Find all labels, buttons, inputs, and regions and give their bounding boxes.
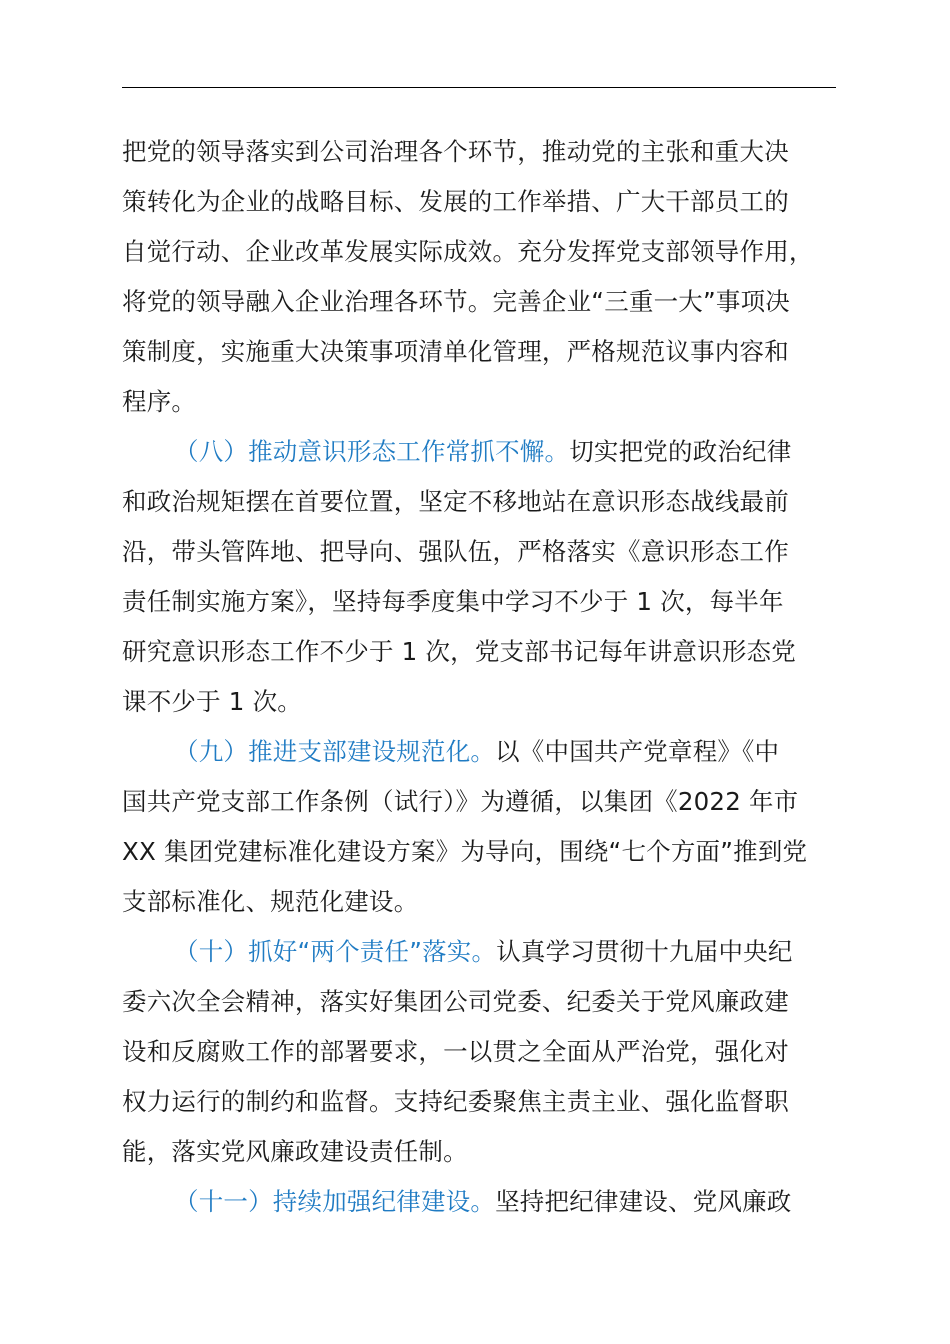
paragraph-line: 责任制实施方案》，坚持每季度集中学习不少于 1 次，每半年: [122, 587, 784, 616]
paragraph-line: 设和反腐败工作的部署要求，一以贯之全面从严治党，强化对: [122, 1037, 789, 1066]
section-heading-10: （十）抓好“两个责任”落实。: [174, 937, 497, 966]
paragraph-line: 权力运行的制约和监督。支持纪委聚焦主责主业、强化监督职: [122, 1087, 789, 1116]
paragraph-line: 研究意识形态工作不少于 1 次，党支部书记每年讲意识形态党: [122, 637, 796, 666]
section-8-first-line: （八）推动意识形态工作常抓不懈。切实把党的政治纪律: [174, 437, 792, 466]
paragraph-line: 自觉行动、企业改革发展实际成效。充分发挥党支部领导作用，: [122, 237, 814, 266]
paragraph-line: 国共产党支部工作条例（试行）》为遵循，以集团《2022 年市: [122, 787, 799, 816]
section-9-first-line: （九）推进支部建设规范化。以《中国共产党章程》《中: [174, 737, 780, 766]
section-heading-8: （八）推动意识形态工作常抓不懈。: [174, 437, 570, 466]
paragraph-line: 能，落实党风廉政建设责任制。: [122, 1137, 468, 1166]
paragraph-line: 策转化为企业的战略目标、发展的工作举措、广大干部员工的: [122, 187, 789, 216]
paragraph-line: 委六次全会精神，落实好集团公司党委、纪委关于党风廉政建: [122, 987, 789, 1016]
paragraph-line: 和政治规矩摆在首要位置，坚定不移地站在意识形态战线最前: [122, 487, 789, 516]
paragraph-line: 沿，带头管阵地、把导向、强队伍，严格落实《意识形态工作: [122, 537, 789, 566]
section-11-first-line: （十一）持续加强纪律建设。坚持把纪律建设、党风廉政: [174, 1187, 792, 1216]
paragraph-line: 把党的领导落实到公司治理各个环节，推动党的主张和重大决: [122, 137, 789, 166]
paragraph-line: XX 集团党建标准化建设方案》为导向，围绕“七个方面”推到党: [122, 837, 808, 866]
paragraph-line: 支部标准化、规范化建设。: [122, 887, 419, 916]
paragraph-line: 策制度，实施重大决策事项清单化管理，严格规范议事内容和: [122, 337, 789, 366]
paragraph-line: 程序。: [122, 387, 197, 416]
paragraph-line: 课不少于 1 次。: [122, 687, 302, 716]
document-body: [122, 127, 862, 1227]
paragraph-line: 将党的领导融入企业治理各环节。完善企业“三重一大”事项决: [122, 287, 790, 316]
section-10-first-line: （十）抓好“两个责任”落实。认真学习贯彻十九届中央纪: [174, 937, 793, 966]
section-heading-9: （九）推进支部建设规范化。: [174, 737, 496, 766]
header-rule: [122, 87, 836, 88]
section-heading-11: （十一）持续加强纪律建设。: [174, 1187, 496, 1216]
